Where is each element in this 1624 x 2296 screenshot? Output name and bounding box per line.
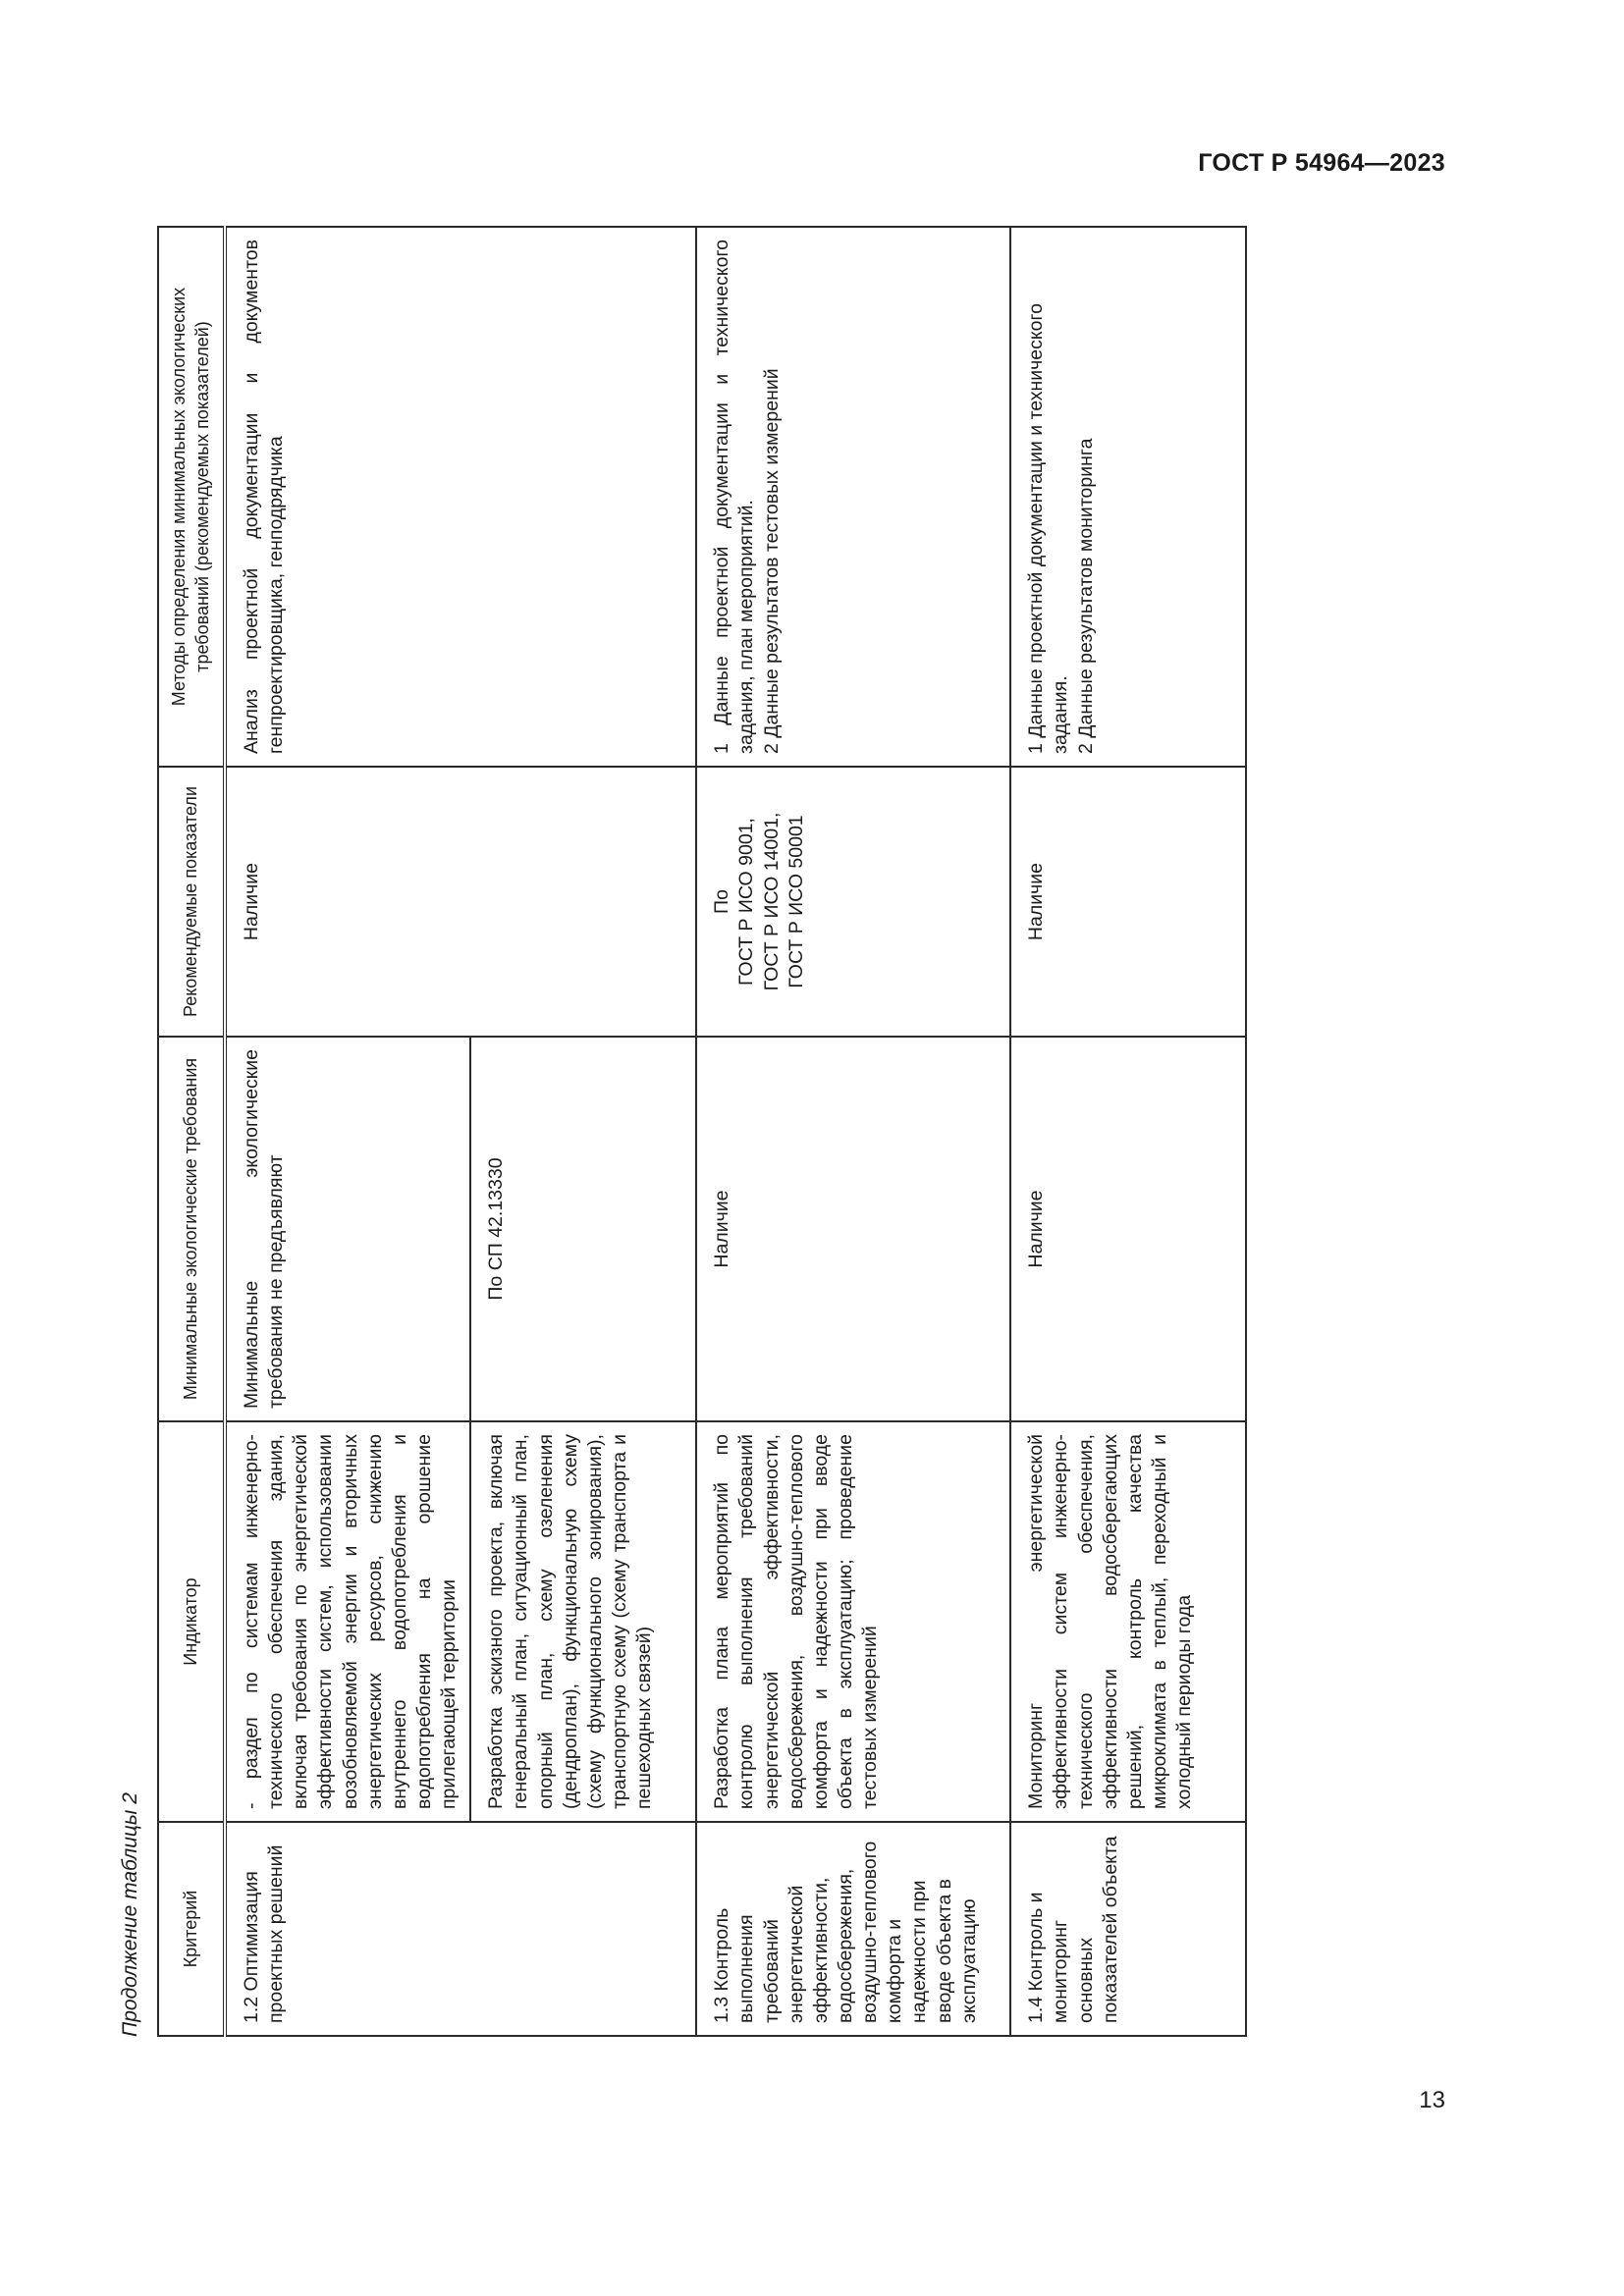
table-row xyxy=(1010,227,1246,2036)
standard-code: ГОСТ Р 54964—2023 xyxy=(1198,149,1445,177)
cell-min-requirements: Наличие xyxy=(1010,1037,1246,1421)
table-row xyxy=(225,227,470,2036)
cell-indicator: Разработка эскизного проекта, включая генеральный план, ситуационный план, опорный план, схему озеленения (дендроплан), функциональную схему (схему функционального зонирования), транспортную схему (схему транспорта и пешеходных связей) xyxy=(470,1421,696,1822)
cell-indicator: Разработка плана мероприятий по контролю выполнения требований энергетической эффективности, водосбережения, воздушно-теплового комфорта и надежности при вводе объекта в эксплуатацию; проведение тестовых измерений xyxy=(696,1421,1010,1822)
header-min-requirements: Минимальные экологические требования xyxy=(158,1037,225,1421)
recommended-line: ГОСТ Р ИСО 14001, xyxy=(760,812,783,991)
cell-min-requirements: Минимальные экологические требования не предъявляют xyxy=(225,1037,470,1421)
cell-recommended: Наличие xyxy=(1010,767,1246,1037)
cell-indicator: - раздел по системам инженерно-технического обеспечения здания, включая требования по энергетической эффективности систем, использовании возобновляемой энергии и вторичных энергетических ресурсов, снижению внутреннего водопотребления и водопотребления на орошение прилегающей территории xyxy=(225,1421,470,1822)
page-number: 13 xyxy=(1419,2087,1445,2113)
recommended-line: ГОСТ Р ИСО 9001, xyxy=(735,818,758,986)
methods-line: 1 Данные проектной документации и технического задания. xyxy=(1025,302,1072,754)
cell-criterion: 1.2 Оптимизация проектных решений xyxy=(225,1822,696,2036)
cell-indicator: Мониторинг энергетической эффективности систем инженерно-технического обеспечения, эффективности водосберегающих решений, контроль качества микроклимата в теплый, переходный и холодный периоды года xyxy=(1010,1421,1246,1822)
cell-criterion: 1.4 Контроль и мониторинг основных показателей объекта xyxy=(1010,1822,1246,2036)
header-methods: Методы определения минимальных экологических требований (рекомендуемых показателей) xyxy=(158,227,225,767)
cell-recommended xyxy=(696,767,1010,1037)
recommended-line: ГОСТ Р ИСО 50001 xyxy=(785,815,807,988)
cell-methods: Анализ проектной документации и документов генпроектировщика, генподрядчика xyxy=(225,227,696,767)
header-criterion: Критерий xyxy=(158,1822,225,2036)
cell-methods xyxy=(696,227,1010,767)
requirements-table xyxy=(157,226,1247,2037)
header-indicator: Индикатор xyxy=(158,1421,225,1822)
cell-methods xyxy=(1010,227,1246,767)
cell-criterion: 1.3 Контроль выполнения требований энергетической эффективности, водосбережения, воздушно-теплового комфорта и надежности при вводе объекта в эксплуатацию xyxy=(696,1822,1010,2036)
cell-recommended: Наличие xyxy=(225,767,696,1037)
cell-min-requirements: По СП 42.13330 xyxy=(470,1037,696,1421)
cell-min-requirements: Наличие xyxy=(696,1037,1010,1421)
table-caption: Продолжение таблицы 2 xyxy=(119,1792,141,2037)
methods-line: 2 Данные результатов тестовых измерений xyxy=(760,368,783,754)
header-recommended: Рекомендуемые показатели xyxy=(158,767,225,1037)
table-row xyxy=(696,227,1010,2036)
rotated-table-area xyxy=(108,228,1267,2037)
recommended-line: По xyxy=(711,889,733,914)
table-header-row xyxy=(158,227,225,2036)
methods-line: 1 Данные проектной документации и технического задания, план мероприятий. xyxy=(711,240,758,754)
methods-line: 2 Данные результатов мониторинга xyxy=(1074,438,1097,754)
